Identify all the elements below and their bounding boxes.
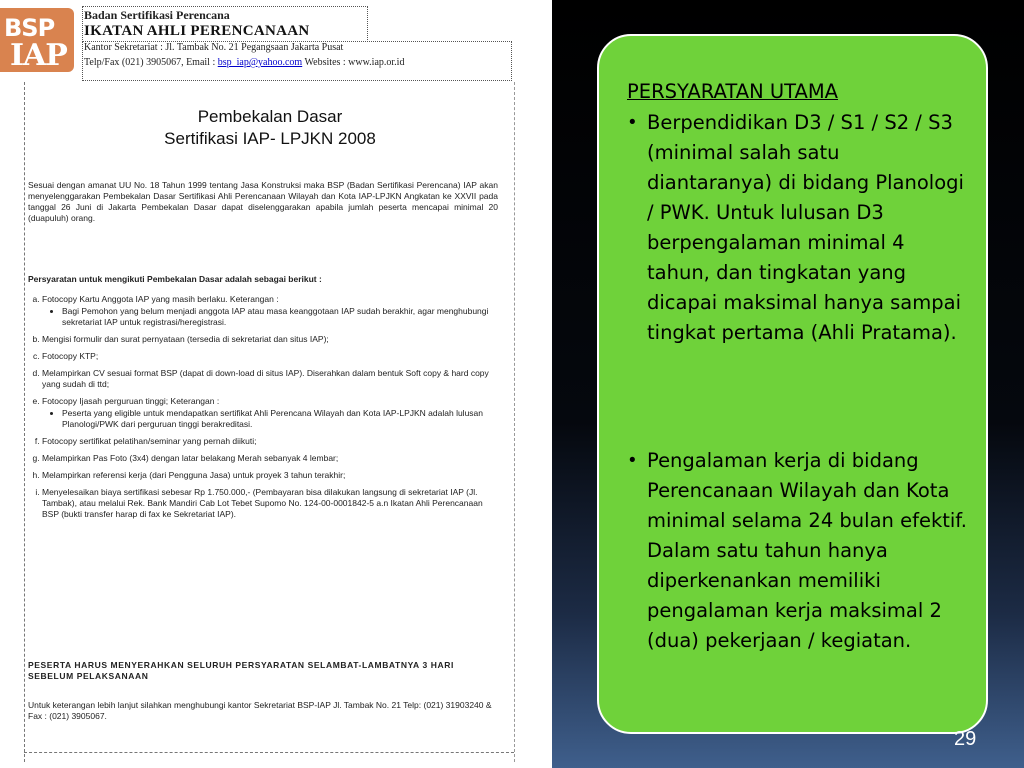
list-subitem: • Bagi Pemohon yang belum menjadi anggota IAP atau masa keanggotaan IAP sudah berakhir, agar menghubungi sekretariat IAP untuk registrasi/heregistrasi. [62,306,498,328]
requirements-list-container [28,294,498,526]
list-item: a. Fotocopy Kartu Anggota IAP yang masih berlaku. Keterangan : • Bagi Pemohon yang belum menjadi anggota IAP atau masa keanggotaan IAP sudah berakhir, agar menghubungi sekretariat IAP untuk registrasi/heregistrasi. [42,294,498,328]
requirements-heading: Persyaratan untuk mengikuti Pembekalan Dasar adalah sebagai berikut : [28,274,322,284]
header-website: Websites : www.iap.or.id [302,57,405,68]
bullet-icon: • [629,112,636,133]
header-email-link[interactable]: bsp_iap@yahoo.com [217,57,303,68]
list-item: c. Fotocopy KTP; [42,351,498,362]
logo-text-bottom: IAP [10,38,67,73]
bullet-icon: • [629,450,636,471]
closing-notice: PESERTA HARUS MENYERAHKAN SELURUH PERSYARATAN SELAMBAT-LAMBATNYA 3 HARI SEBELUM PELAKSANAAN [28,660,454,681]
header-contact [84,57,404,68]
document-title-line2: Sertifikasi IAP- LPJKN 2008 [164,129,376,148]
page-border-left [24,82,25,762]
bsp-iap-logo [0,8,74,72]
document-title [100,106,440,150]
header-org-title: IKATAN AHLI PERENCANAAN [84,23,310,39]
document-title-line1: Pembekalan Dasar [197,107,343,126]
list-item: i. Menyelesaikan biaya sertifikasi sebesar Rp 1.750.000,- (Pembayaran bisa dilakukan langsung di sekretariat IAP (Jl. Tambak), atau melalui Rek. Bank Mandiri Cab Lot Tebet Supomo No. 124-00-0001842-5 a.n Ikatan Ahli Perencanaan BSP (bukti transfer harap di fax ke Sekretariat IAP). [42,487,498,520]
list-item: g. Melampirkan Pas Foto (3x4) dengan latar belakang Merah sebanyak 4 lembar; [42,453,498,464]
intro-paragraph: Sesuai dengan amanat UU No. 18 Tahun 1999 tentang Jasa Konstruksi maka BSP (Badan Sertifikasi Perencana) IAP akan menyelenggarakan Pembekalan Dasar Sertifikasi Ahli Perencanaan Wilayah dan Kota IAP-LPJKN Angkatan ke XXVII pada tanggal 26 Juni di Jakarta Pembekalan Dasar dapat diselenggarakan apabila jumlah peserta mencapai minimal 20 (duapuluh) orang. [28,180,498,223]
logo-text-top: BSP [4,14,55,42]
page-border-bottom [24,752,514,753]
list-item: e. Fotocopy Ijasah perguruan tinggi; Keterangan : • Peserta yang eligible untuk mendapatkan sertifikat Ahli Perencana Wilayah dan Kota IAP-LPJKN adalah lulusan Planologi/PWK dari perguruan tinggi berakreditasi. [42,396,498,430]
list-item: d. Melampirkan CV sesuai format BSP (dapat di down-load di situs IAP). Diserahkan dalam bentuk Soft copy & hard copy yang sudah di ttd; [42,368,498,390]
header-phone: Telp/Fax (021) 3905067, Email : [84,57,218,68]
list-subitem: • Peserta yang eligible untuk mendapatkan sertifikat Ahli Perencana Wilayah dan Kota IAP-LPJKN adalah lulusan Planologi/PWK dari perguruan tinggi berakreditasi. [62,408,498,430]
header-address: Kantor Sekretariat : Jl. Tambak No. 21 Pegangsaan Jakarta Pusat [84,42,344,53]
page-border-right [514,82,515,762]
panel-bullet-education: Berpendidikan D3 / S1 / S2 / S3 (minimal salah satu diantaranya) di bidang Planologi / PWK. Untuk lulusan D3 berpengalaman minimal 4 tahun, dan tingkatan yang dicapai maksimal hanya sampai tingkat pertama (Ahli Pratama). [647,111,964,344]
panel-heading: PERSYARATAN UTAMA [627,80,839,103]
slide-number: 29 [954,728,977,750]
list-item: h. Melampirkan referensi kerja (dari Pengguna Jasa) untuk proyek 3 tahun terakhir; [42,470,498,481]
requirements-list [28,294,498,520]
contact-note: Untuk keterangan lebih lanjut silahkan menghubungi kantor Sekretariat BSP-IAP Jl. Tambak No. 21 Telp: (021) 31903240 & Fax : (021) 3905067. [28,700,492,721]
list-item: f. Fotocopy sertifikat pelatihan/seminar yang pernah diikuti; [42,436,498,447]
list-item: b. Mengisi formulir dan surat pernyataan (tersedia di sekretariat dan situs IAP); [42,334,498,345]
header-org-name: Badan Sertifikasi Perencana [84,8,230,22]
panel-bullet-experience: Pengalaman kerja di bidang Perencanaan Wilayah dan Kota minimal selama 24 bulan efektif. Dalam satu tahun hanya diperkenankan memiliki pengalaman kerja maksimal 2 (dua) pekerjaan / kegiatan. [647,449,967,652]
